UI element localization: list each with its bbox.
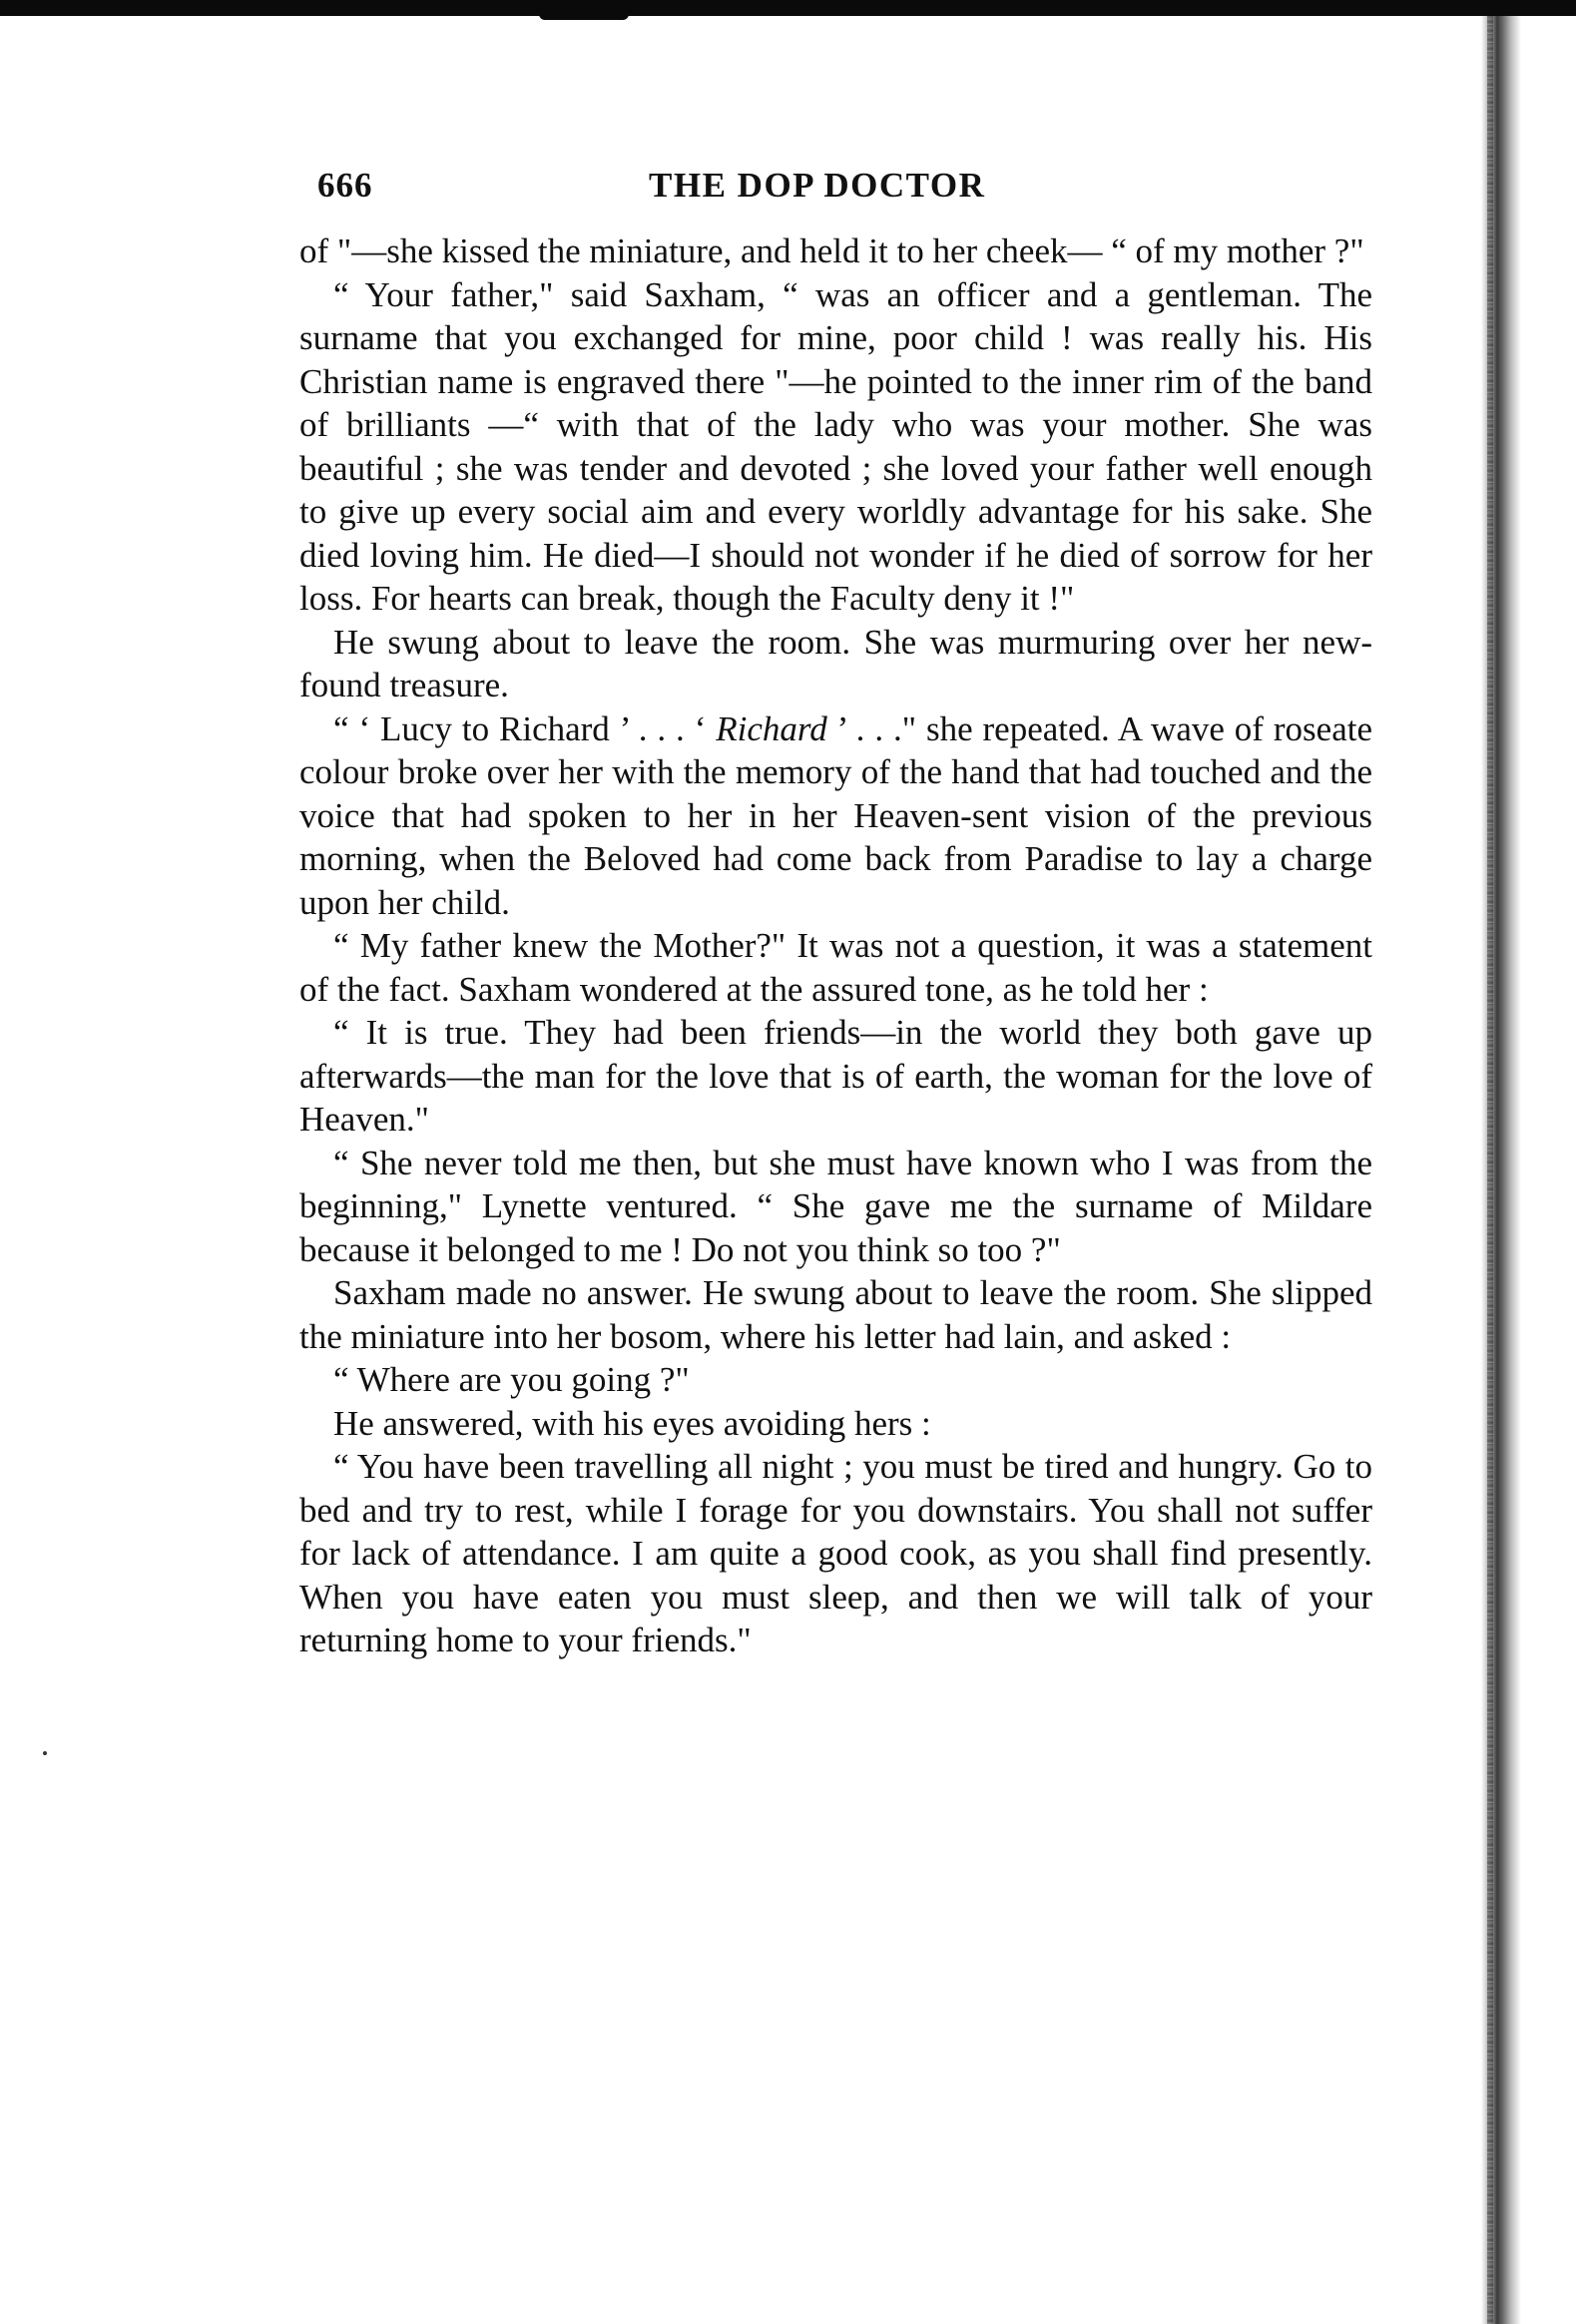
paragraph: He swung about to leave the room. She was murmuring over her new-found treasure. bbox=[299, 622, 1372, 704]
paragraph: Saxham made no answer. He swung about to leave the room. She slipped the miniature into her bosom, where his letter had lain, and asked : bbox=[299, 1273, 1372, 1356]
paragraph: “ Your father," said Saxham, “ was an officer and a gentleman. The surname that you exchanged for mine, poor child ! was really his. His Christian name is engraved there "—he pointed to the inner rim of the band of brilliants —“ with that of the lady who was your mother. She was beautiful ; she was tender and devoted ; she loved your father well enough to give up every social aim and every worldly advantage for his sake. She died loving him. He died—I should not wonder if he died of sorrow for her loss. For hearts can break, though the Faculty deny it !" bbox=[299, 274, 1372, 618]
paragraph-text: ’ . . ." she repeated. A wave of roseate colour broke over her with the memory of the hand that had touched and the voice that had spoken to her in her Heaven-sent vision of the previous morning, when the Beloved had come back from Paradise to lay a charge upon her child. bbox=[299, 708, 1372, 922]
page-number: 666 bbox=[317, 166, 373, 205]
paragraph bbox=[299, 707, 1372, 925]
body-text bbox=[299, 230, 1372, 1662]
paragraph: “ It is true. They had been friends—in the world they both gave up afterwards—the man for the love that is of earth, the woman for the love of Heaven." bbox=[299, 1013, 1372, 1139]
paragraph-text: “ ‘ Lucy to Richard ’ . . . ‘ bbox=[333, 708, 717, 748]
paragraph: “ My father knew the Mother?" It was not a question, it was a statement of the fact. Saxham wondered at the assured tone, as he told her : bbox=[299, 926, 1372, 1009]
paragraph: “ Where are you going ?" bbox=[333, 1360, 690, 1399]
paragraph: “ She never told me then, but she must have known who I was from the beginning," Lynette ventured. “ She gave me the surname of Mildare because it belonged to me ! Do not you think so too ?" bbox=[299, 1143, 1372, 1269]
stray-ink-mark bbox=[43, 1751, 47, 1755]
top-edge-notch bbox=[539, 12, 629, 20]
page-edge-texture bbox=[1487, 16, 1493, 2324]
paragraph: of "—she kissed the miniature, and held it to her cheek— “ of my mother ?" bbox=[299, 232, 1364, 270]
running-head bbox=[299, 150, 1372, 210]
paragraph: He answered, with his eyes avoiding hers : bbox=[333, 1403, 931, 1443]
italic-name: Richard bbox=[716, 708, 827, 748]
book-page bbox=[299, 150, 1372, 1659]
page-edge-shadow bbox=[1467, 16, 1576, 2324]
running-title: THE DOP DOCTOR bbox=[649, 166, 986, 205]
top-edge-shadow bbox=[0, 0, 1576, 16]
paragraph: “ You have been travelling all night ; you must be tired and hungry. Go to bed and try to rest, while I forage for you downstairs. You shall not suffer for lack of attendance. I am quite a good cook, as you shall find presently. When you have eaten you must sleep, and then we will talk of your returning home to your friends." bbox=[299, 1447, 1372, 1659]
